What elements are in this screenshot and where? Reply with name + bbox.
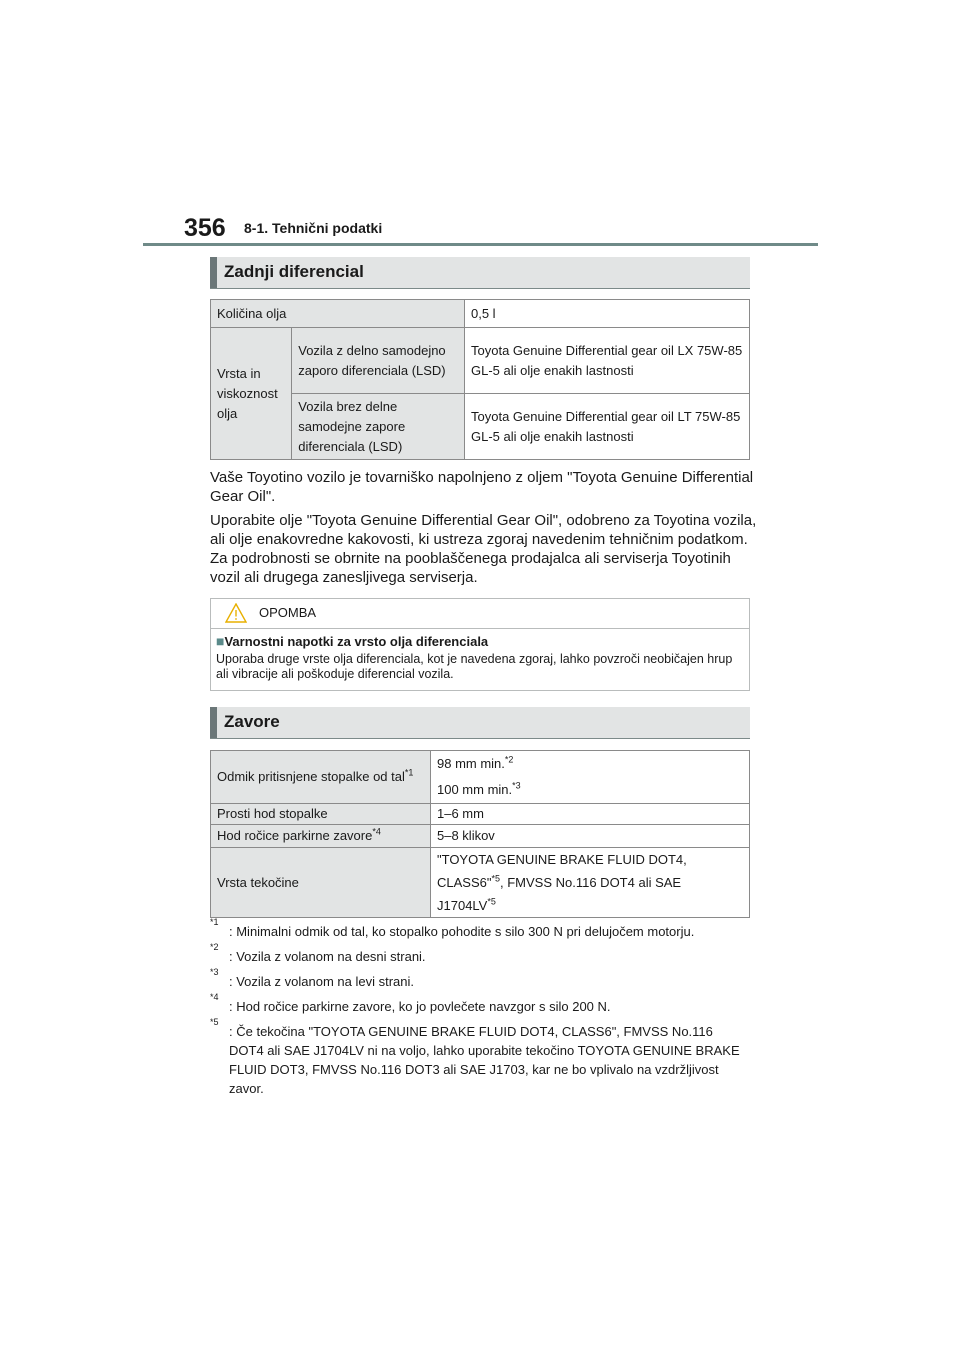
fluid-line-2 — [437, 871, 743, 894]
notice-subtitle-text: Varnostni napotki za vrsto olja diferenciala — [224, 634, 489, 649]
fluid-type-value — [431, 848, 750, 918]
table-row — [211, 825, 750, 848]
notice-title: OPOMBA — [259, 605, 317, 620]
footnote-text: : Minimalni odmik od tal, ko stopalko pohodite s silo 300 N pri delujočem motorju. — [229, 924, 695, 939]
pedal-clearance-value — [431, 751, 750, 804]
table-row — [211, 751, 750, 804]
pedal-clearance-label-text: Odmik pritisnjene stopalke od tal — [217, 769, 405, 784]
warning-icon — [225, 603, 247, 623]
brakes-table — [210, 750, 750, 918]
notice-box — [210, 598, 750, 691]
footnote-text: : Vozila z volanom na desni strani. — [229, 949, 426, 964]
fluid-standard: , FMVSS No.116 DOT4 ali SAE — [500, 875, 682, 890]
footnote: *5 : Če tekočina "TOYOTA GENUINE BRAKE FLUID DOT4, CLASS6", FMVSS No.116 DOT4 ali SAE J1704LV ni na voljo, lahko uporabite tekočino TOYOTA GENUINE BRAKE FLUID DOT3, FMVSS No.116 DOT3 ali SAE J1703, kar ne bo vplivalo na vzdržljivost zavor. — [210, 1017, 740, 1096]
footnote-ref: *1 — [404, 767, 414, 778]
footnote-ref: *3 — [512, 780, 521, 791]
fluid-type-label: Vrsta tekočine — [211, 848, 431, 918]
table-row — [211, 300, 750, 328]
header-rule — [143, 243, 818, 246]
footnote-ref: *5 — [491, 873, 500, 884]
footnote: *3 : Vozila z volanom na levi strani. — [210, 967, 414, 989]
section-title: Zadnji diferencial — [224, 262, 364, 281]
footnote-ref: *4 — [372, 826, 381, 837]
section-heading-differential — [210, 257, 750, 289]
table-row — [211, 804, 750, 825]
footnote-text: : Vozila z volanom na levi strani. — [229, 974, 414, 989]
chapter-title: 8-1. Tehnični podatki — [244, 220, 383, 236]
no-lsd-value: Toyota Genuine Differential gear oil LT 75W-85 GL-5 ali olje enakih lastnosti — [465, 394, 750, 460]
square-bullet-icon: ■ — [216, 633, 225, 649]
footnotes — [210, 917, 750, 1104]
table-row — [211, 394, 750, 460]
section-accent — [210, 257, 217, 288]
pedal-freeplay-value: 1–6 mm — [431, 804, 750, 825]
section-accent — [210, 707, 217, 738]
section-heading-brakes — [210, 707, 750, 739]
footnote: *2 : Vozila z volanom na desni strani. — [210, 942, 426, 964]
paragraph-oil-advice: Uporabite olje "Toyota Genuine Differential Gear Oil", odobreno za Toyotina vozila, ali olje enakovredne kakovosti, ki ustreza zgoraj navedenim tehničnim podatkom. Za podrobnosti se obrnite na pooblaščenega prodajalca ali serviserja Toyotinih vozil ali drugega zanesljivega serviserja. — [210, 512, 757, 586]
footnote-ref: *5 — [487, 896, 496, 907]
footnote-ref: *2 — [504, 754, 514, 765]
pedal-clearance-label — [211, 751, 431, 804]
footnote-text: : Če tekočina "TOYOTA GENUINE BRAKE FLUID DOT4, CLASS6", FMVSS No.116 DOT4 ali SAE J1704LV ni na voljo, lahko uporabite tekočino TOYOTA GENUINE BRAKE FLUID DOT3, FMVSS No.116 DOT3 ali SAE J1703, kar ne bo vplivalo na vzdržljivost zavor. — [229, 1024, 740, 1096]
parking-brake-value: 5–8 klikov — [431, 825, 750, 848]
oil-type-label: Vrsta in viskoznost olja — [211, 328, 292, 460]
notice-text: Uporaba druge vrste olja diferenciala, kot je navedena zgoraj, lahko povzroči neobičajen hrup ali vibracije ali poškoduje diferencial vozila. — [216, 652, 733, 681]
footnote: *4 : Hod ročice parkirne zavore, ko jo povlečete navzgor s silo 200 N. — [210, 992, 611, 1014]
fluid-class: CLASS6" — [437, 875, 492, 890]
footnote: *1 : Minimalni odmik od tal, ko stopalko pohodite s silo 300 N pri delujočem motorju. — [210, 917, 695, 939]
lsd-value: Toyota Genuine Differential gear oil LX 75W-85 GL-5 ali olje enakih lastnosti — [465, 328, 750, 394]
lsd-label: Vozila z delno samodejno zaporo diferenciala (LSD) — [292, 328, 465, 394]
footnote-text: : Hod ročice parkirne zavore, ko jo povlečete navzgor s silo 200 N. — [229, 999, 611, 1014]
table-row — [211, 848, 750, 918]
qty-label: Količina olja — [211, 300, 465, 328]
parking-brake-label — [211, 825, 431, 848]
section-title: Zavore — [224, 712, 280, 731]
fluid-line-3 — [437, 894, 743, 917]
pedal-freeplay-label: Prosti hod stopalke — [211, 804, 431, 825]
page-number: 356 — [184, 214, 226, 242]
notice-header — [211, 599, 749, 629]
pedal-clearance-lhd: 100 mm min. — [437, 782, 513, 797]
differential-table — [210, 299, 750, 460]
fluid-sae: J1704LV — [437, 898, 488, 913]
table-row — [211, 328, 750, 394]
parking-brake-label-text: Hod ročice parkirne zavore — [217, 828, 373, 843]
pedal-clearance-rhd: 98 mm min. — [437, 756, 505, 771]
fluid-line-1: "TOYOTA GENUINE BRAKE FLUID DOT4, — [437, 852, 687, 867]
paragraph-factory-oil: Vaše Toyotino vozilo je tovarniško napolnjeno z oljem "Toyota Genuine Differential Gear Oil". — [210, 469, 754, 505]
notice-subtitle — [216, 633, 488, 649]
qty-value: 0,5 l — [465, 300, 750, 328]
no-lsd-label: Vozila brez delne samodejne zapore diferenciala (LSD) — [292, 394, 465, 460]
